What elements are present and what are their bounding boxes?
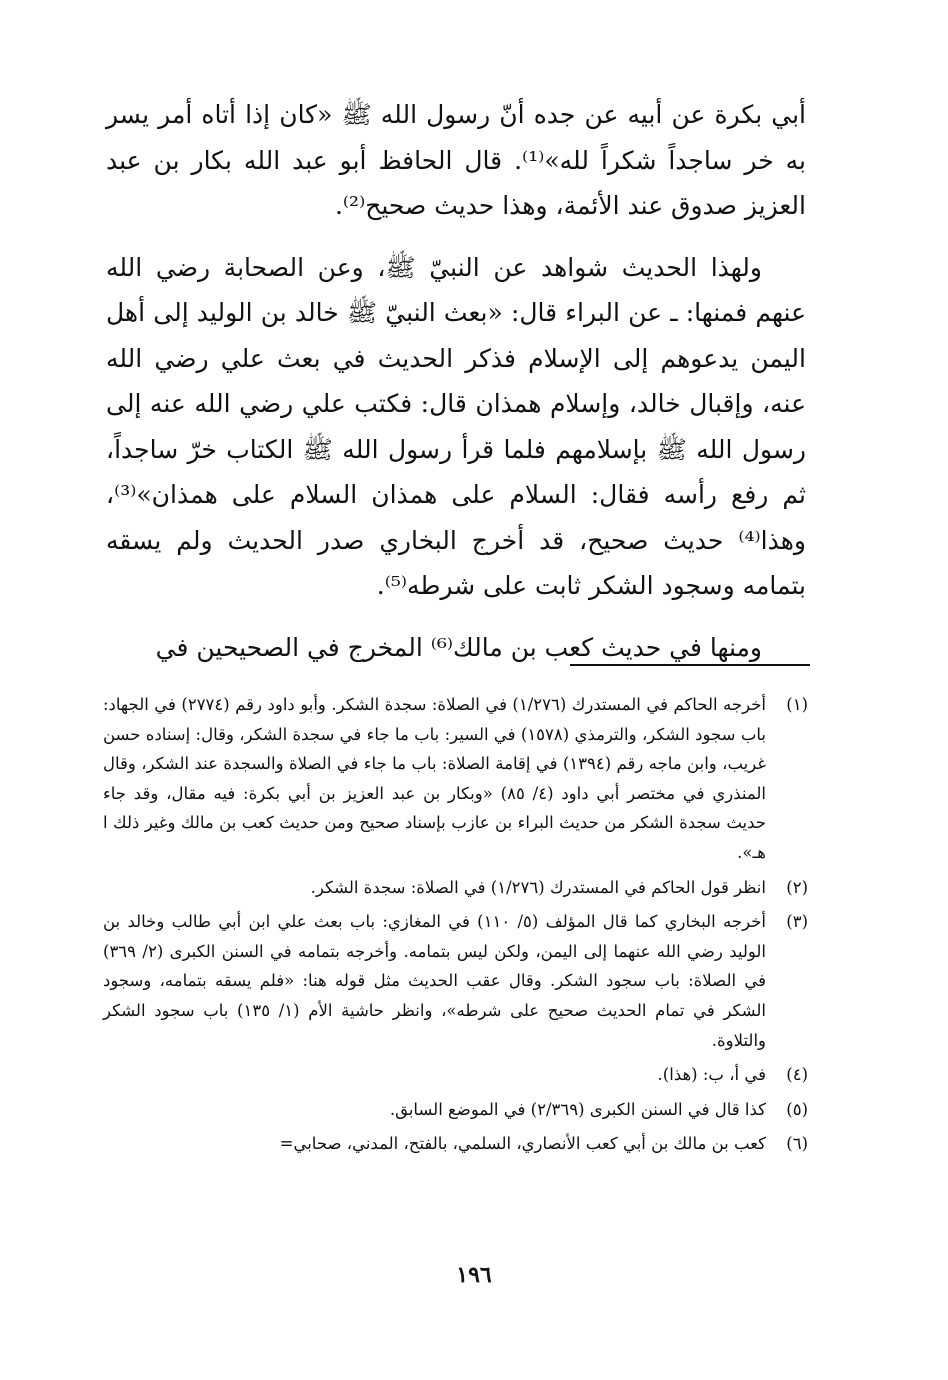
footnotes [103,690,808,1164]
footnote-text: كعب بن مالك بن أبي كعب الأنصاري، السلمي، بالفتح، المدني، صحابي= [279,1134,766,1154]
footnote-text: كذا قال في السنن الكبرى (٢/٣٦٩) في الموضع السابق. [389,1099,766,1119]
footnote-4 [103,1060,808,1090]
page-number: ١٩٦ [456,1262,492,1288]
footnote-3 [103,907,808,1055]
footnote-text: أخرجه البخاري كما قال المؤلف (٥/ ١١٠) في المغازي: باب بعث علي ابن أبي طالب وخالد بن الوليد رضي الله عنهما إلى اليمن، ولكن ليس بتمامه. وأخرجه بتمامه في السنن الكبرى (٢/ ٣٦٩) في الصلاة: باب سجود الشكر. وقال عقب الحديث مثل قوله هنا: «فلم يسقه بتمامه، وسجود الشكر في تمام الحديث صحيح على شرطه»، وانظر حاشية الأم (١/ ١٣٥) باب سجود الشكر والتلاوة. [103,912,766,1050]
paragraph-3: ومنها في حديث كعب بن مالك⁽⁶⁾ المخرج في الصحيحين في [155,632,762,662]
footnote-text: أخرجه الحاكم في المستدرك (١/٢٧٦) في الصلاة: سجدة الشكر. وأبو داود رقم (٢٧٧٤) في الجهاد: باب سجود الشكر، والترمذي (١٥٧٨) في السير: باب ما جاء في سجدة الشكر، وقال: إسناده حسن غريب، وابن ماجه رقم (١٣٩٤) في إقامة الصلاة: باب ما جاء في الصلاة والسجدة عند الشكر، وقال المنذري في مختصر أبي داود (٤/ ٨٥) «وبكار بن عبد العزيز بن أبي بكرة: فيه مقال، وقد جاء حديث سجدة الشكر من حديث البراء بن عازب بإسناد صحيح ومن حديث كعب بن مالك وغير ذلك ا هـ». [103,695,766,862]
footnote-text: في أ، ب: (هذا). [657,1065,766,1085]
footnote-number: (٦) [786,1134,808,1154]
footnote-text: انظر قول الحاكم في المستدرك (١/٢٧٦) في الصلاة: سجدة الشكر. [310,877,766,897]
paragraph-2: ولهذا الحديث شواهد عن النبيّ ﷺ، وعن الصحابة رضي الله عنهم فمنها: ـ عن البراء قال: «بعث النبيّ ﷺ خالد بن الوليد إلى أهل اليمن يدعوهم إلى الإسلام فذكر الحديث في بعث علي رضي الله عنه، وإقبال خالد، وإسلام همذان قال: فكتب علي رضي الله عنه إلى رسول الله ﷺ بإسلامهم فلما قرأ رسول الله ﷺ الكتاب خرّ ساجداً، ثم رفع رأسه فقال: السلام على همذان السلام على همذان»⁽³⁾، وهذا⁽⁴⁾ حديث صحيح، قد أخرج البخاري صدر الحديث ولم يسقه بتمامه وسجود الشكر ثابت على شرطه⁽⁵⁾. [106,252,806,600]
footnote-5 [103,1095,808,1125]
footnote-number: (٥) [786,1099,808,1119]
footnote-separator [570,664,810,666]
footnote-number: (٣) [786,912,808,932]
footnote-6 [103,1129,808,1159]
footnote-number: (٤) [786,1065,808,1085]
paragraph-1: أبي بكرة عن أبيه عن جده أنّ رسول الله ﷺ «كان إذا أتاه أمر يسر به خر ساجداً شكراً لله»⁽¹⁾. قال الحافظ أبو عبد الله بكار بن عبد العزيز صدوق عند الأئمة، وهذا حديث صحيح⁽²⁾. [106,100,806,220]
footnote-1 [103,690,808,868]
footnote-number: (٢) [786,877,808,897]
footnote-number: (١) [786,695,808,714]
main-text [106,92,806,686]
footnote-2 [103,873,808,903]
